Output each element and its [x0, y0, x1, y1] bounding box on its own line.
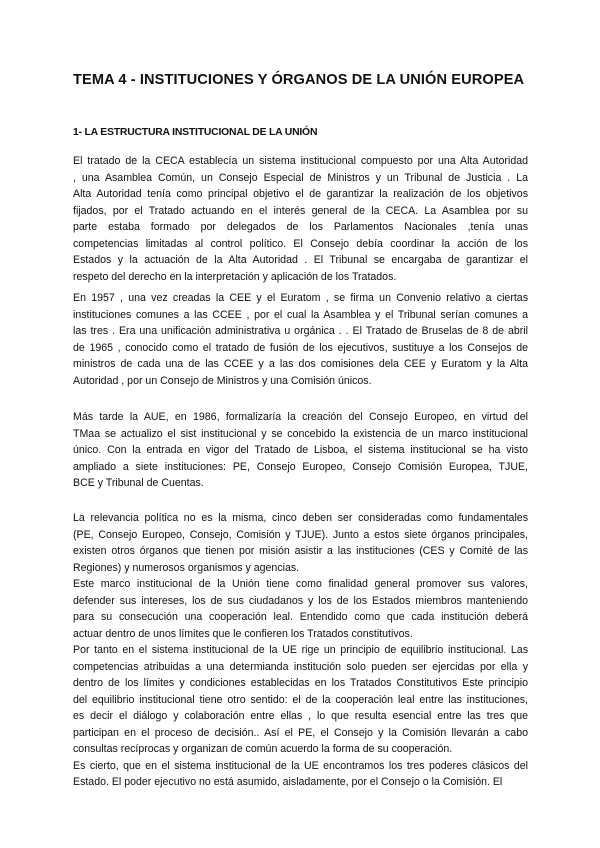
text-line: del equilibrio institucional tiene otro sentido: el de la cooperación leal entre las instituciones,: [73, 693, 528, 706]
text-line: Autoridad , por un Consejo de Ministros y una Comisión únicos.: [73, 374, 372, 387]
text-line: Este marco institucional de la Unión tiene como finalidad general promover sus valores,: [73, 578, 528, 590]
text-line: Estados y la actuación de la Alta Autoridad . El Tribunal se encargaba de garantizar el: [73, 254, 528, 266]
text-line: Es cierto, que en el sistema institucional de la UE encontramos los tres poderes clásicos del: [73, 759, 528, 772]
text-line: , una Asamblea Común, un Consejo Especial de Ministros y un Tribunal de Justicia . La: [73, 171, 528, 184]
text-line: Alta Autoridad tenía como principal objetivo el de garantizar la realización de los objetivos: [73, 188, 528, 200]
text-line: Por tanto en el sistema institucional de la UE rige un principio de equilibrio institucional. Las: [73, 644, 528, 656]
text-line: Estado. El poder ejecutivo no está asumido, aisladamente, por el Consejo o la Comisión. El: [73, 776, 503, 788]
section-heading: 1- LA ESTRUCTURA INSTITUCIONAL DE LA UNIÓN: [73, 127, 318, 138]
text-line: Más tarde la AUE, en 1986, formalizaría la creación del Consejo Europeo, en virtud del: [73, 411, 528, 423]
text-line: ministros de cada una de las CCEE y a las dos comisiones dela CEE y Euratom y la Alta: [73, 358, 528, 370]
text-line: respeto del derecho en la interpretación y aplicación de los Tratados.: [73, 270, 397, 283]
text-line: competencias limitadas al control político. El Consejo debía coordinar la acción de los: [73, 237, 528, 250]
text-line: La relevancia política no es la misma, cinco deben ser consideradas como fundamentales: [73, 512, 528, 524]
text-line: TMaa se actualizo el sist institucional y se concebido la existencia de un marco institucional: [73, 427, 528, 440]
text-line: instituciones comunes a las CCEE , por el cual la Asamblea y el Tribunal serían comunes a: [73, 308, 528, 321]
paragraph-relevancia-politica: [73, 510, 528, 791]
page-title: TEMA 4 - INSTITUCIONES Y ÓRGANOS DE LA UNIÓN EUROPEA: [73, 72, 525, 88]
paragraph-ceca: [73, 153, 528, 285]
paragraph-aue-lisboa: [73, 409, 528, 492]
text-line: defender sus intereses, los de sus ciudadanos y los de los Estados miembros manteniendo: [73, 594, 528, 607]
text-line: las tres . Era una unificación administrativa u orgánica . . El Tratado de Bruselas de 8 de abril: [73, 325, 528, 337]
text-line: único. Con la entrada en vigor del Tratado de Lisboa, el sistema institucional se ha visto: [73, 444, 528, 456]
text-line: dentro de los límites y condiciones establecidas en los Tratados Constitutivos Este principio: [73, 677, 528, 689]
text-line: En 1957 , una vez creadas la CEE y el Euratom , se firma un Convenio relativo a ciertas: [73, 292, 528, 304]
text-line: El tratado de la CECA establecía un sistema institucional compuesto por una Alta Autoridad: [73, 155, 528, 167]
text-line: competencias atribuidas a una determianda institución solo pueden ser ejercidas por ella y: [73, 660, 528, 673]
text-line: ampliado a siete instituciones: PE, Consejo Europeo, Consejo Comisión Europea, TJUE,: [73, 460, 528, 473]
text-line: parte estaba formado por delegados de los Parlamentos Nacionales ,tenía unas: [73, 221, 528, 233]
text-line: fijados, por el Tratado actuando en el interés general de la CECA. La Asamblea por su: [73, 204, 528, 217]
text-line: existen otros órganos que tienen por misión asistir a las instituciones (CES y Comité de las: [73, 545, 528, 557]
text-line: de 1965 , conocido como el tratado de fusión de los ejecutivos, sustituye a los Consejos de: [73, 341, 528, 354]
text-line: BCE y Tribunal de Cuentas.: [73, 477, 204, 489]
text-line: Regiones) y numerosos organismos y agencias.: [73, 561, 300, 574]
text-line: participan en el proceso de decisión.. Así el PE, el Consejo y la Comisión llevarán a cabo: [73, 726, 528, 739]
text-line: actuar dentro de unos límites que le confieren los Tratados constitutivos.: [73, 627, 413, 640]
text-line: para su consecución una cooperación leal. Entendido como que cada institución deberá: [73, 611, 528, 623]
paragraph-convenio-1957: [73, 290, 528, 389]
text-line: es decir el diálogo y colaboración entre ellas , lo que resulta esencial entre las tres que: [73, 710, 528, 722]
text-line: consultas recíprocas y organizan de común acuerdo la forma de su cooperación.: [73, 743, 453, 755]
text-line: (PE, Consejo Europeo, Consejo, Comisión y TJUE). Junto a estos siete órganos principales,: [73, 528, 528, 541]
